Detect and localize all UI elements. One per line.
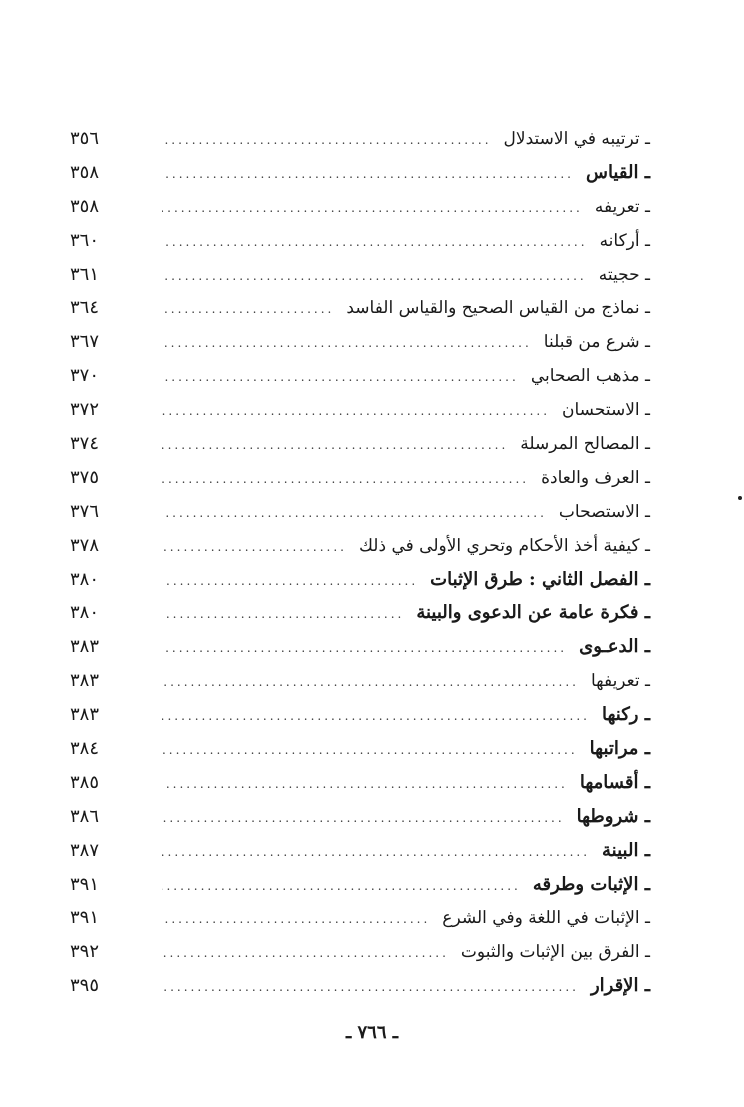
toc-entry-title: ـ شروطها [576,805,650,827]
toc-entry-page: ٣٧٤ [70,433,100,455]
toc-entry-title: ـ تعريفه [594,196,650,217]
toc-entry-title: ـ الإثبات في اللغة وفي الشرع [442,908,650,929]
toc-entry-page: ٣٩١ [70,873,100,895]
toc-entry-title: ـ العرف والعادة [541,467,650,488]
toc-entry-page: ٣٨٦ [70,805,100,827]
toc-entry [70,359,650,393]
toc-entry [70,122,650,156]
toc-entry-page: ٣٩٥ [70,975,100,997]
dot-leader [162,158,574,192]
toc-entry [70,935,650,969]
toc-entry-page: ٣٨٣ [70,636,100,658]
toc-entry-title: ـ ترتيبه في الاستدلال [503,129,650,149]
toc-entry-title: ـ نماذج من القياس الصحيح والقياس الفاسد [346,298,650,319]
dot-leader [162,700,590,734]
toc-entry [70,393,650,427]
toc-entry-title: ـ كيفية أخذ الأحكام وتحري الأولى في ذلك [358,535,650,556]
toc-entry [70,596,650,630]
toc-entry-title: ـ مراتبها [589,738,650,760]
toc-entry-title: ـ الدعـوى [579,636,650,658]
toc-entry-title: ـ القياس [585,161,650,183]
toc-entry-title: ـ الإثبات وطرقه [532,873,650,895]
toc-entry-page: ٣٧٢ [70,399,100,421]
page-number: ـ ٧٦٦ ـ [345,1022,399,1043]
toc-entry-page: ٣٦١ [70,263,100,285]
toc-entry-page: ٣٨٧ [70,839,100,861]
toc-entry [70,698,650,732]
dot-leader [162,870,521,904]
toc-entry-page: ٣٧٥ [70,466,100,488]
toc-entry [70,427,650,461]
margin-mark [738,496,742,500]
toc-entry-title: ـ الإقرار [590,975,650,997]
toc-entry-page: ٣٥٨ [70,161,100,183]
toc-entry-title: ـ الفصل الثاني : طرق الإثبات [430,568,650,590]
dot-leader [162,293,334,327]
dot-leader [162,463,529,497]
toc-entry-title: ـ أركانه [599,230,650,251]
dot-leader [162,734,578,768]
dot-leader [162,971,579,1005]
dot-leader [162,768,568,802]
toc-entry-page: ٣٥٨ [70,195,100,217]
toc-entry [70,291,650,325]
toc-entry-page: ٣٩٢ [70,941,100,963]
dot-leader [162,565,418,599]
toc-entry [70,495,650,529]
toc-entry [70,563,650,597]
dot-leader [162,327,532,361]
toc-entry-title: ـ الاستصحاب [558,501,650,522]
toc-entry [70,258,650,292]
dot-leader [162,937,449,971]
toc-entry [70,800,650,834]
toc-entry [70,461,650,495]
toc-entry-page: ٣٥٦ [70,128,100,149]
toc-entry-page: ٣٨٣ [70,704,100,726]
dot-leader [162,531,347,565]
toc-entry [70,969,650,1003]
toc-entry-title: ـ مذهب الصحابي [530,366,650,387]
toc-entry [70,325,650,359]
dot-leader [162,226,588,260]
toc-entry [70,529,650,563]
toc-entry-title: ـ حجيته [598,264,650,285]
dot-leader [162,666,579,700]
dot-leader [162,802,565,836]
dot-leader [162,192,583,226]
dot-leader [162,497,547,531]
dot-leader [162,429,508,463]
dot-leader [162,836,590,870]
toc-entry [70,156,650,190]
toc-entry-page: ٣٩١ [70,907,100,929]
toc-entry-title: ـ فكرة عامة عن الدعوى والبينة [416,602,650,624]
toc-entry [70,901,650,935]
toc-entry [70,732,650,766]
toc-entry-page: ٣٧٨ [70,534,100,556]
toc-entry-title: ـ الفرق بين الإثبات والثبوت [460,942,650,963]
dot-leader [162,124,492,158]
toc-entry-title: ـ الاستحسان [562,400,650,421]
toc-entry-page: ٣٦٧ [70,331,100,353]
toc-entry-page: ٣٧٠ [70,365,100,387]
toc-entry [70,834,650,868]
toc-entry-page: ٣٨٥ [70,771,100,793]
toc-entry-page: ٣٨٣ [70,670,100,692]
table-of-contents [70,122,650,1003]
toc-entry-page: ٣٨٠ [70,602,100,624]
toc-entry-title: ـ تعريفها [590,671,650,692]
toc-entry-title: ـ ركنها [601,704,650,726]
toc-entry-title: ـ شرع من قبلنا [543,332,650,353]
toc-entry [70,664,650,698]
dot-leader [162,361,519,395]
toc-entry [70,224,650,258]
toc-entry [70,190,650,224]
toc-entry-title: ـ المصالح المرسلة [520,434,650,455]
dot-leader [162,598,404,632]
dot-leader [162,903,430,937]
dot-leader [162,260,587,294]
toc-entry-title: ـ البينة [602,839,650,861]
toc-entry [70,868,650,902]
toc-entry [70,766,650,800]
toc-entry [70,630,650,664]
toc-entry-title: ـ أقسامها [579,771,650,793]
toc-entry-page: ٣٧٦ [70,500,100,522]
dot-leader [162,632,567,666]
toc-entry-page: ٣٨٤ [70,738,100,760]
toc-entry-page: ٣٦٤ [70,297,100,319]
dot-leader [162,395,550,429]
toc-entry-page: ٣٦٠ [70,229,100,251]
toc-entry-page: ٣٨٠ [70,568,100,590]
